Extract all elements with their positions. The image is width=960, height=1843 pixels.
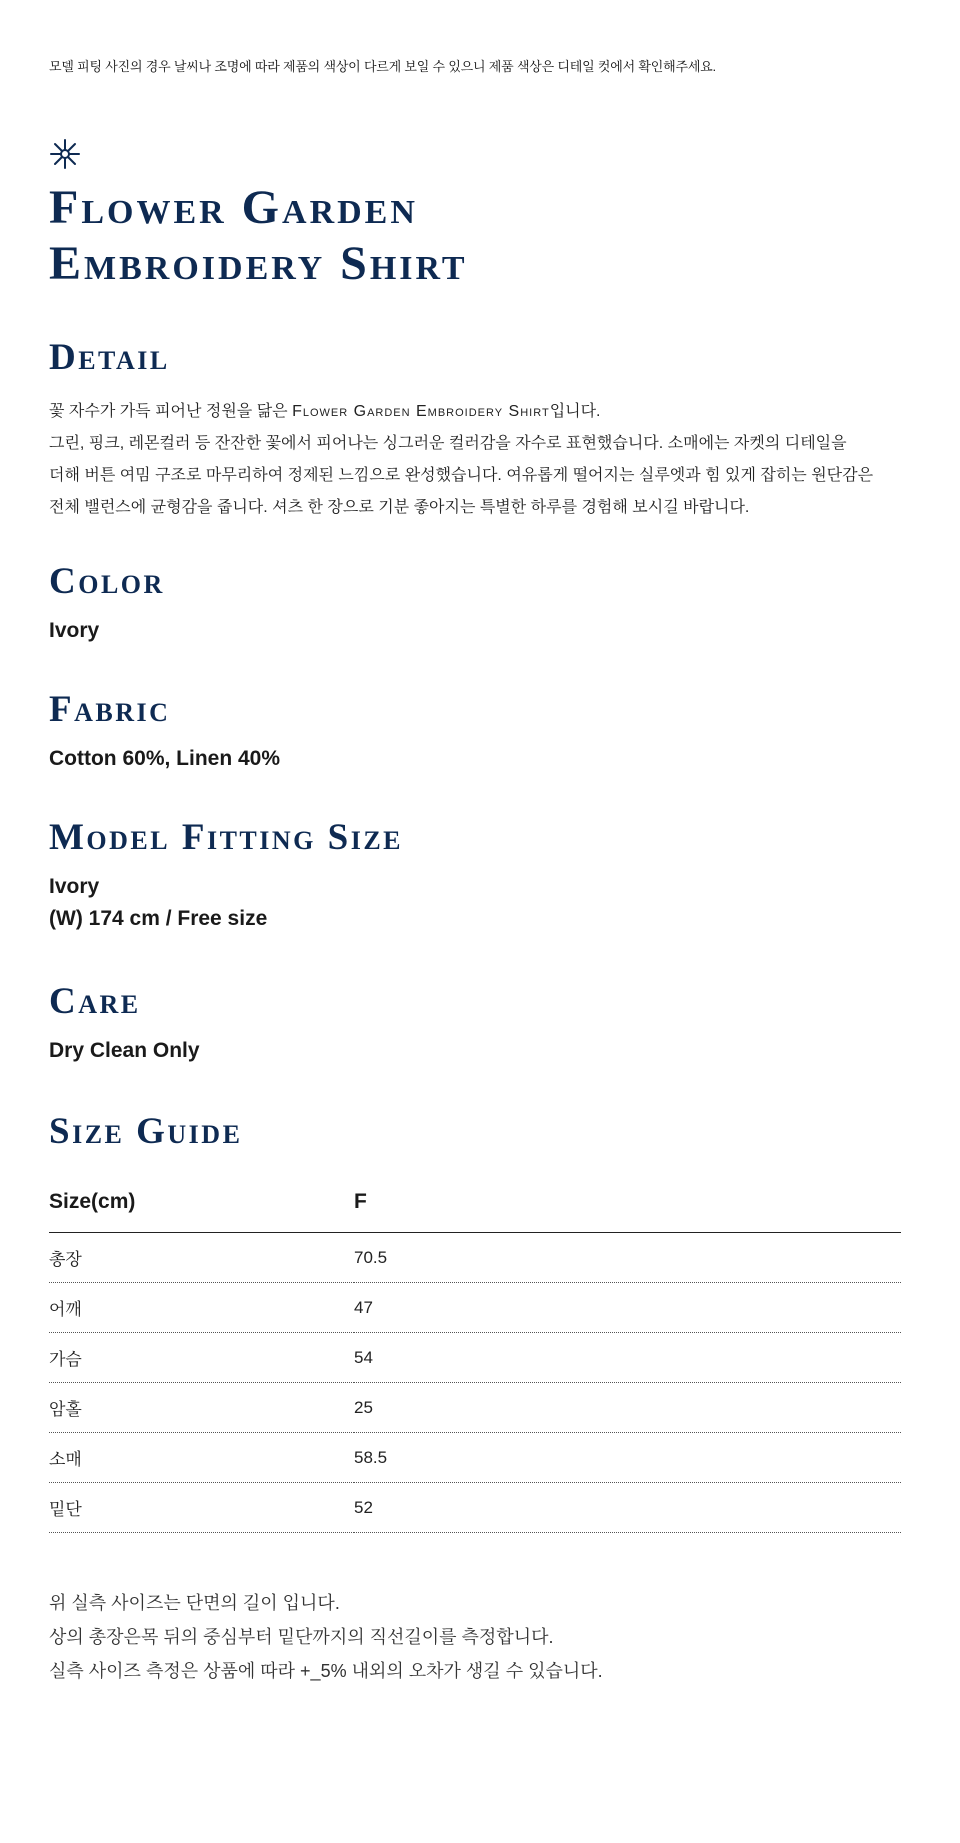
- detail-line-2: 그린, 핑크, 레몬컬러 등 잔잔한 꽃에서 피어나는 싱그러운 컬러감을 자수로 표현했습니다. 소매에는 자켓의 디테일을: [49, 435, 847, 452]
- measure-value: 25: [354, 1383, 901, 1433]
- care-value: Dry Clean Only: [49, 1039, 200, 1062]
- size-note-2: 상의 총장은목 뒤의 중심부터 밑단까지의 직선길이를 측정합니다.: [49, 1627, 554, 1647]
- model-fitting-heading: Model Fitting Size: [49, 817, 404, 858]
- measure-label: 어깨: [49, 1283, 354, 1333]
- product-title-line2: Embroidery Shirt: [49, 237, 468, 290]
- measure-value: 58.5: [354, 1433, 901, 1483]
- measure-label: 총장: [49, 1233, 354, 1283]
- measure-label: 밑단: [49, 1483, 354, 1533]
- product-title-line1: Flower Garden: [49, 181, 418, 234]
- measure-label: 소매: [49, 1433, 354, 1483]
- detail-line-3: 더해 버튼 여밈 구조로 마무리하여 정제된 느낌으로 완성했습니다. 여유롭게 떨어지는 실루엣과 힘 있게 잡히는 원단감은: [49, 467, 874, 484]
- measure-label: 암홀: [49, 1383, 354, 1433]
- detail-line-1-post: 입니다.: [549, 403, 601, 420]
- fabric-heading: Fabric: [49, 689, 171, 730]
- measure-value: 54: [354, 1333, 901, 1383]
- detail-product-name: Flower Garden Embroidery Shirt: [292, 403, 550, 420]
- product-title: [49, 180, 468, 292]
- color-value: Ivory: [49, 619, 100, 642]
- detail-line-1: [49, 396, 909, 428]
- size-guide-heading: Size Guide: [49, 1111, 243, 1152]
- table-row: [49, 1483, 901, 1533]
- model-size-value: (W) 174 cm / Free size: [49, 907, 268, 930]
- table-row: [49, 1283, 901, 1333]
- table-row: [49, 1383, 901, 1433]
- free-size-column-header: F: [354, 1182, 901, 1233]
- measure-value: 52: [354, 1483, 901, 1533]
- detail-description: [49, 396, 909, 524]
- measure-value: 47: [354, 1283, 901, 1333]
- size-guide-table: [49, 1182, 901, 1533]
- measure-label: 가슴: [49, 1333, 354, 1383]
- table-row: [49, 1433, 901, 1483]
- color-notice: 모델 피팅 사진의 경우 날씨나 조명에 따라 제품의 색상이 다르게 보일 수 있으니 제품 색상은 디테일 컷에서 확인해주세요.: [49, 59, 716, 74]
- detail-line-4: 전체 밸런스에 균형감을 줍니다. 셔츠 한 장으로 기분 좋아지는 특별한 하루를 경험해 보시길 바랍니다.: [49, 499, 750, 516]
- model-color-value: Ivory: [49, 875, 100, 898]
- color-heading: Color: [49, 561, 165, 602]
- size-table-header-row: [49, 1182, 901, 1233]
- size-note-1: 위 실측 사이즈는 단면의 길이 입니다.: [49, 1593, 340, 1613]
- fabric-value: Cotton 60%, Linen 40%: [49, 747, 281, 770]
- size-note-3: 실측 사이즈 측정은 상품에 따라 +_5% 내외의 오차가 생길 수 있습니다.: [49, 1661, 603, 1681]
- care-heading: Care: [49, 981, 141, 1022]
- table-row: [49, 1233, 901, 1283]
- measure-value: 70.5: [354, 1233, 901, 1283]
- size-notes: [49, 1586, 603, 1688]
- detail-line-1-pre: 꽃 자수가 가득 피어난 정원을 닮은: [49, 403, 293, 420]
- detail-heading: Detail: [49, 337, 170, 378]
- table-row: [49, 1333, 901, 1383]
- size-column-header: Size(cm): [49, 1182, 354, 1233]
- asterisk-flower-icon: [49, 138, 81, 170]
